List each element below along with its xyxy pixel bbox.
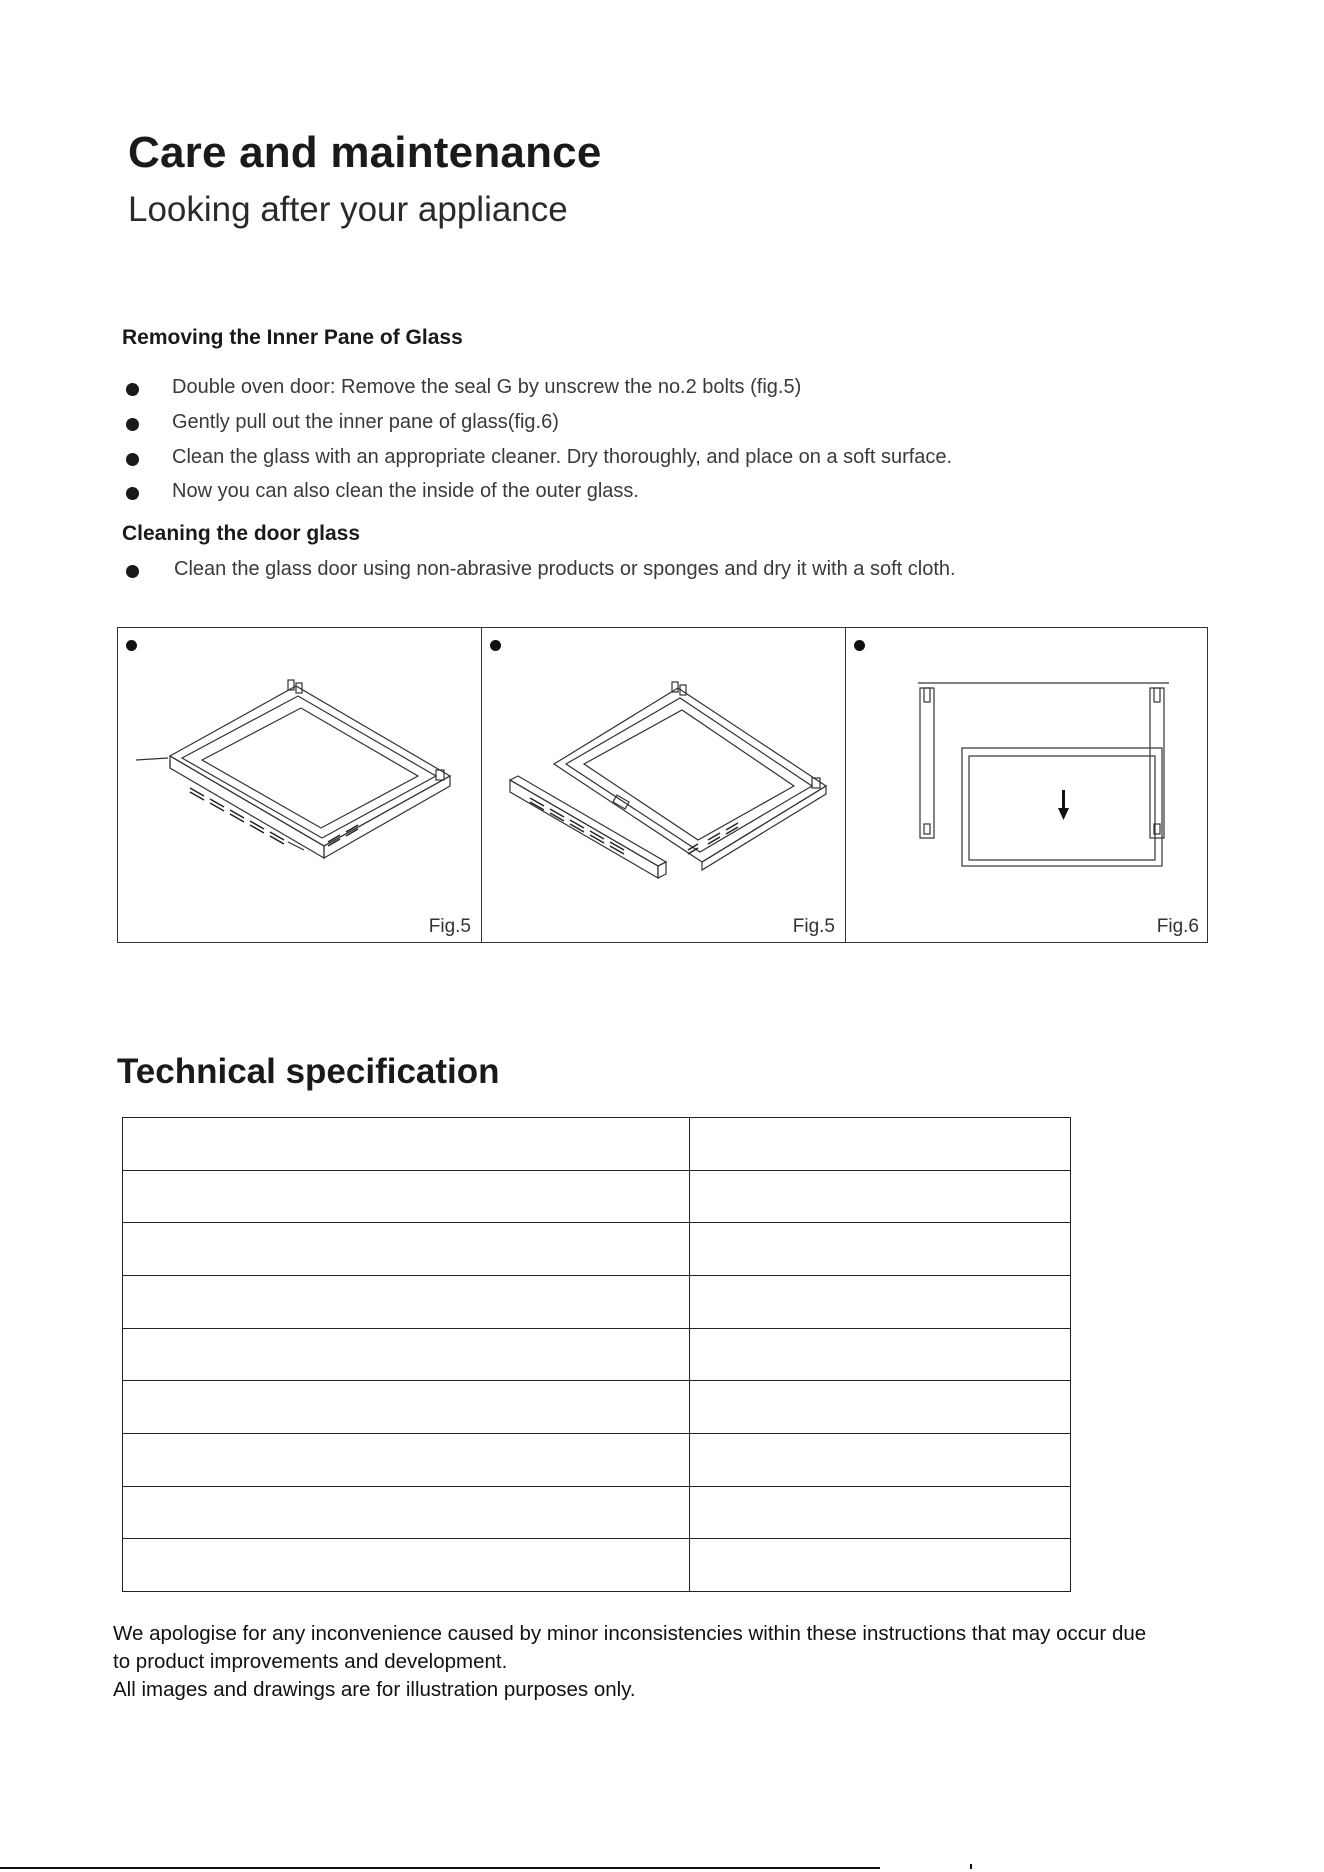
figure-panel-3 — [846, 628, 1209, 942]
table-cell — [690, 1486, 1071, 1539]
table-row — [123, 1223, 1071, 1276]
table-cell — [123, 1223, 690, 1276]
table-cell — [123, 1539, 690, 1592]
disclaimer-line: All images and drawings are for illustration purposes only. — [113, 1678, 636, 1701]
table-row — [123, 1433, 1071, 1486]
list-item-text: Clean the glass door using non-abrasive products or sponges and dry it with a soft cloth. — [174, 558, 956, 580]
table-cell — [690, 1381, 1071, 1434]
oven-door-seal-removed-illustration — [482, 628, 846, 944]
list-item-text: Clean the glass with an appropriate cleaner. Dry thoroughly, and place on a soft surface. — [172, 446, 953, 468]
oven-door-illustration — [118, 628, 482, 944]
page-subtitle: Looking after your appliance — [128, 190, 568, 229]
page-bottom-rule — [0, 1867, 880, 1869]
table-cell — [123, 1328, 690, 1381]
disclaimer-line: to product improvements and development. — [113, 1650, 508, 1673]
table-cell — [690, 1328, 1071, 1381]
section-heading-removing-glass: Removing the Inner Pane of Glass — [122, 326, 463, 349]
table-cell — [690, 1275, 1071, 1328]
bullet-icon — [126, 453, 139, 466]
table-cell — [123, 1275, 690, 1328]
table-row — [123, 1381, 1071, 1434]
bullet-icon — [126, 383, 139, 396]
table-row — [123, 1539, 1071, 1592]
list-item-text: Double oven door: Remove the seal G by unscrew the no.2 bolts (fig.5) — [172, 376, 802, 398]
bullet-icon — [126, 487, 139, 500]
page-title: Care and maintenance — [128, 128, 602, 177]
table-cell — [690, 1170, 1071, 1223]
table-cell — [690, 1118, 1071, 1171]
page-bottom-tick — [970, 1864, 972, 1869]
table-row — [123, 1275, 1071, 1328]
spec-heading: Technical specification — [117, 1052, 500, 1091]
disclaimer — [113, 1620, 1233, 1704]
table-cell — [123, 1433, 690, 1486]
table-row — [123, 1486, 1071, 1539]
table-cell — [123, 1381, 690, 1434]
table-row — [123, 1170, 1071, 1223]
figure-caption: Fig.5 — [428, 916, 471, 937]
spec-table — [122, 1117, 1071, 1592]
figure-strip — [117, 627, 1208, 943]
table-row — [123, 1328, 1071, 1381]
disclaimer-line: We apologise for any inconvenience caused by minor inconsistencies within these instructions that may occur due — [113, 1622, 1147, 1645]
figure-caption: Fig.5 — [792, 916, 835, 937]
figure-panel-2 — [482, 628, 846, 942]
figure-caption: Fig.6 — [1156, 916, 1199, 937]
table-cell — [690, 1539, 1071, 1592]
table-cell — [690, 1433, 1071, 1486]
bullet-icon — [126, 418, 139, 431]
table-cell — [123, 1486, 690, 1539]
list-item-text: Now you can also clean the inside of the outer glass. — [172, 480, 639, 502]
bullet-icon — [126, 565, 139, 578]
inner-glass-pull-out-illustration — [846, 628, 1209, 944]
table-row — [123, 1118, 1071, 1171]
list-item-text: Gently pull out the inner pane of glass(fig.6) — [172, 411, 559, 433]
table-cell — [123, 1170, 690, 1223]
table-cell — [690, 1223, 1071, 1276]
figure-panel-1 — [118, 628, 482, 942]
section-heading-door-glass: Cleaning the door glass — [122, 522, 361, 545]
table-cell — [123, 1118, 690, 1171]
